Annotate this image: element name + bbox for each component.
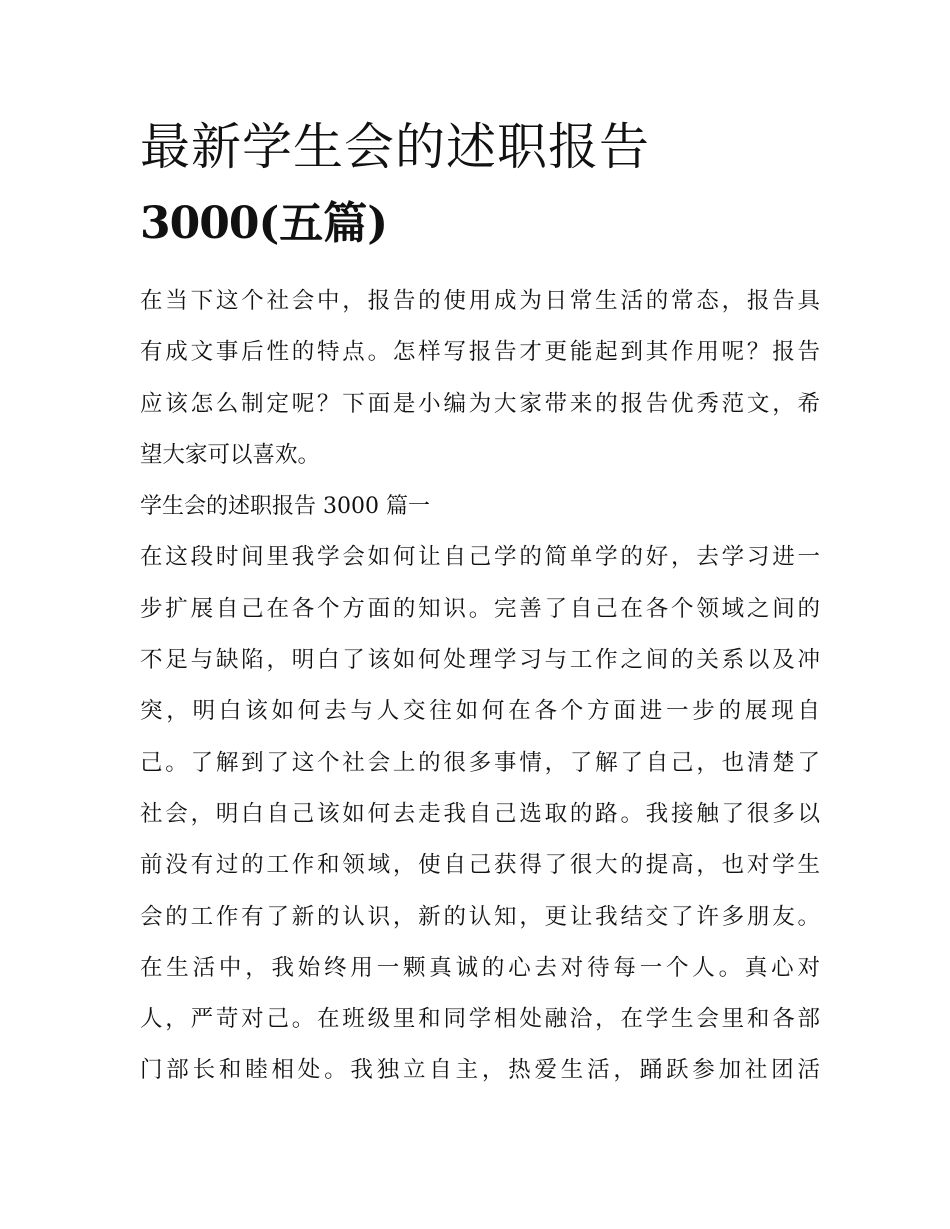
title-number: 3000	[140, 198, 259, 249]
section-line: 己。了解到了这个社会上的很多事情，了解了自己，也清楚了	[140, 749, 820, 776]
intro-paragraph	[140, 276, 820, 481]
document-body	[140, 276, 820, 1097]
intro-line: 在当下这个社会中，报告的使用成为日常生活的常态，报告具	[140, 288, 820, 314]
section-line: 社会，明白自己该如何去走我自己选取的路。我接触了很多以	[140, 800, 820, 827]
section-heading: 学生会的述职报告 3000 篇一	[140, 494, 430, 520]
section-line: 步扩展自己在各个方面的知识。完善了自己在各个领域之间的	[140, 595, 820, 622]
section-paragraph	[140, 532, 820, 1096]
intro-line: 有成文事后性的特点。怎样写报告才更能起到其作用呢？报告	[140, 339, 820, 366]
intro-line: 应该怎么制定呢？下面是小编为大家带来的报告优秀范文，希	[140, 390, 820, 417]
title-line-1: 最新学生会的述职报告	[140, 118, 650, 176]
section-line: 前没有过的工作和领域，使自己获得了很大的提高，也对学生	[140, 852, 820, 879]
section-line: 在生活中，我始终用一颗真诚的心去对待每一个人。真心对	[140, 954, 820, 981]
section-line: 会的工作有了新的认识，新的认知，更让我结交了许多朋友。	[140, 903, 820, 930]
section-line: 人，严苛对己。在班级里和同学相处融洽，在学生会里和各部	[140, 1006, 820, 1033]
section-line: 在这段时间里我学会如何让自己学的简单学的好，去学习进一	[140, 544, 820, 571]
title-suffix: (五篇)	[258, 198, 389, 249]
section-line: 突，明白该如何去与人交往如何在各个方面进一步的展现自	[140, 698, 820, 725]
title-line-2	[140, 194, 820, 254]
intro-line: 望大家可以喜欢。	[140, 441, 321, 468]
document-title	[140, 112, 820, 254]
section-line: 不足与缺陷，明白了该如何处理学习与工作之间的关系以及冲	[140, 647, 820, 674]
section-line: 门部长和睦相处。我独立自主，热爱生活，踊跃参加社团活	[140, 1057, 820, 1084]
